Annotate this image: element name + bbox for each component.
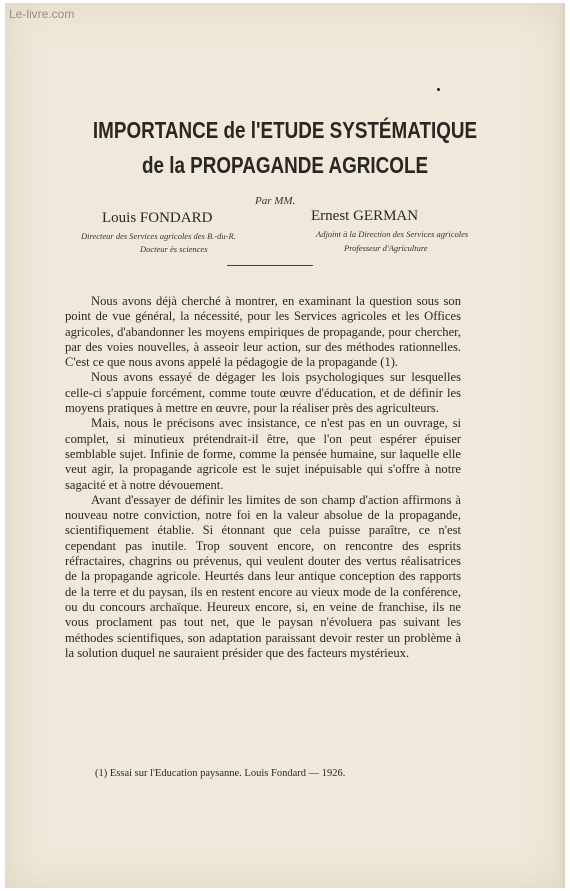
document-page xyxy=(5,3,565,888)
watermark: Le-livre.com xyxy=(9,7,75,21)
author-credential: Docteur ès sciences xyxy=(140,244,208,254)
body-text xyxy=(65,294,461,661)
paragraph: Avant d'essayer de définir les limites de son champ d'action affirmons à nouveau notre conviction, notre foi en la valeur absolue de la propagande, scientifiquement établie. Si étonnant que cela puisse paraître, ce n'est cependant pas inutile. Trop souvent encore, on rencontre des esprits réfractaires, chagrins ou prévenus, qui veulent douter des vertus réalisatrices de la propagande agricole. Heurtés dans leur antique conception des rapports de la terre et du paysan, ils en restent encore au vieux mode de la conférence, ou du concours archaïque. Heureux encore, si, en veine de franchise, ils ne vous proclament pas tout net, que le paysan n'évoluera pas suivant les méthodes scientifiques, son adaptation paraissant devoir rester un problème à la solution duquel ne sauraient présider que des facteurs mystérieux. xyxy=(65,492,461,660)
title-line-2: de la PROPAGANDE AGRICOLE xyxy=(141,152,429,178)
footnote: (1) Essai sur l'Education paysanne. Louis Fondard — 1926. xyxy=(95,768,346,779)
ink-dot xyxy=(437,88,440,91)
author-credential: Professeur d'Agriculture xyxy=(344,243,428,253)
author-name-german: Ernest GERMAN xyxy=(311,208,419,224)
paragraph: Nous avons essayé de dégager les lois psychologiques sur lesquelles celle-ci s'appuie forcément, comme toute œuvre d'éducation, et de définir les moyens pratiques à mettre en œuvre, pour la réaliser près des agriculteurs. xyxy=(65,370,461,416)
author-name-fondard: Louis FONDARD xyxy=(102,210,213,226)
author-credential: Adjoint à la Direction des Services agricoles xyxy=(316,229,469,239)
author-credential: Directeur des Services agricoles des B.-du-R. xyxy=(81,231,236,241)
byline: Par MM. xyxy=(255,195,296,207)
paragraph: Mais, nous le précisons avec insistance, ce n'est pas en un ouvrage, si complet, si minutieux prétendrait-il être, que l'on peut espérer épuiser semblable sujet. Infinie de forme, comme la pensée humaine, sur laquelle elle veut agir, la propagande agricole est le sujet inépuisable qui s'offre à notre sagacité et à notre dévouement. xyxy=(65,416,461,492)
paragraph: Nous avons déjà cherché à montrer, en examinant la question sous son point de vue général, la nécessité, pour les Services agricoles et les Offices agricoles, d'abandonner les moyens empiriques de propagande, pour chercher, par des voies nouvelles, à asseoir leur action, sur des méthodes rationnelles. C'est ce que nous avons appelé la pédagogie de la propagande (1). xyxy=(65,294,461,370)
page-edge xyxy=(559,3,565,888)
title-line-1: IMPORTANCE de l'ETUDE SYSTÉMATIQUE xyxy=(92,117,478,143)
divider-rule xyxy=(227,265,313,266)
